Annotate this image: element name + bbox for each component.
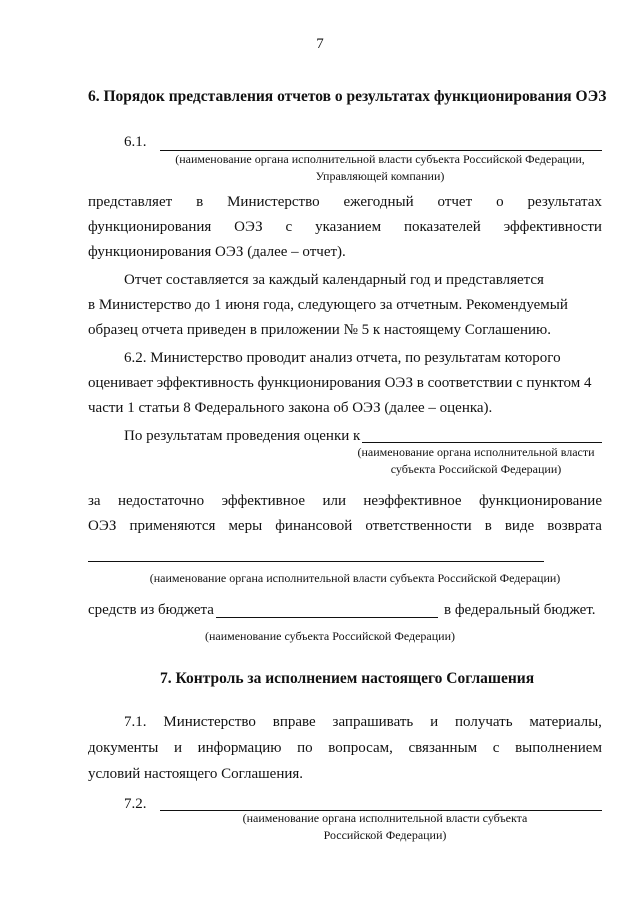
word: применяются	[129, 518, 216, 534]
caption-evaluation-line2: субъекта Российской Федерации)	[390, 462, 562, 476]
word: с	[492, 740, 500, 756]
word: вправе	[272, 714, 316, 730]
caption-evaluation	[340, 444, 612, 478]
word: возврата	[547, 518, 602, 534]
word: информацию	[197, 740, 282, 756]
word: ответственности	[365, 518, 472, 534]
text-line-functioning	[88, 219, 602, 236]
word: эффективное	[221, 493, 306, 509]
word: недостаточно	[117, 493, 205, 509]
blank-line-responsibility	[88, 561, 544, 562]
word: финансовой	[275, 518, 353, 534]
word: вопросам,	[328, 740, 393, 756]
word: или	[322, 493, 346, 509]
report-paragraph-line3: образец отчета приведен в приложении № 5 к настоящему Соглашению.	[88, 322, 551, 338]
word: в	[484, 518, 492, 534]
report-paragraph-line2: в Министерство до 1 июня года, следующего за отчетным. Рекомендуемый	[88, 297, 568, 313]
word: отчет	[437, 194, 473, 210]
clause-7-2-number: 7.2.	[124, 796, 147, 812]
text-line-report-def: функционирования ОЭЗ (далее – отчет).	[88, 244, 346, 260]
word: в	[196, 194, 204, 210]
word: виде	[504, 518, 535, 534]
word: материалы,	[529, 714, 602, 730]
word: с	[285, 219, 293, 235]
word: о	[496, 194, 504, 210]
text-line-presents	[88, 194, 602, 211]
word: указанием	[315, 219, 382, 235]
clause-7-1-line2	[88, 740, 602, 757]
word: запрашивать	[332, 714, 414, 730]
section-6-heading: 6. Порядок представления отчетов о результатах функционирования ОЭЗ	[88, 88, 607, 105]
budget-lead: средств из бюджета	[88, 602, 214, 618]
word: документы	[88, 740, 159, 756]
caption-6-1-line1: (наименование органа исполнительной власти субъекта Российской Федерации,	[175, 152, 585, 166]
word: эффективности	[503, 219, 602, 235]
caption-7-2-line1: (наименование органа исполнительной власти субъекта	[242, 811, 528, 825]
blank-line-evaluation	[362, 442, 602, 443]
caption-6-1-line2: Управляющей компании)	[315, 169, 445, 183]
word: результатах	[527, 194, 602, 210]
word: получать	[455, 714, 513, 730]
word: 7.1.	[124, 714, 147, 730]
caption-6-1	[130, 151, 630, 185]
caption-7-2-line2: Российской Федерации)	[323, 828, 447, 842]
text-line-insufficient	[88, 493, 602, 510]
caption-responsibility: (наименование органа исполнительной власти субъекта Российской Федерации)	[149, 571, 561, 585]
blank-line-budget	[216, 617, 438, 618]
caption-budget: (наименование субъекта Российской Федерации)	[204, 629, 456, 643]
word: неэффективное	[363, 493, 462, 509]
budget-tail: в федеральный бюджет.	[444, 602, 596, 618]
clause-7-1-line3: условий настоящего Соглашения.	[88, 766, 304, 782]
word: меры	[228, 518, 263, 534]
word: ОЭЗ	[88, 518, 117, 534]
word: функционирование	[478, 493, 602, 509]
word: и	[430, 714, 439, 730]
section-7-heading: 7. Контроль за исполнением настоящего Соглашения	[160, 670, 535, 687]
word: представляет	[88, 194, 173, 210]
clause-6-2-line3: части 1 статьи 8 Федерального закона об ОЭЗ (далее – оценка).	[88, 400, 493, 416]
word: функционирования	[88, 219, 212, 235]
caption-evaluation-line1: (наименование органа исполнительной власти	[357, 445, 595, 459]
report-paragraph-line1: Отчет составляется за каждый календарный год и представляется	[124, 272, 544, 288]
word: Министерство	[163, 714, 256, 730]
clause-6-2-line2: оценивает эффективность функционирования ОЭЗ в соответствии с пунктом 4	[88, 375, 592, 391]
clause-6-1-number: 6.1.	[124, 134, 147, 150]
page-number: 7	[316, 36, 324, 52]
word: связанным	[408, 740, 478, 756]
word: выполнением	[515, 740, 602, 756]
clause-6-2-line1: 6.2. Министерство проводит анализ отчета, по результатам которого	[124, 350, 561, 366]
clause-7-1-line1	[124, 714, 602, 731]
text-line-measures	[88, 518, 602, 535]
word: за	[88, 493, 101, 509]
evaluation-lead: По результатам проведения оценки к	[124, 428, 361, 444]
word: Министерство	[227, 194, 320, 210]
word: ежегодный	[343, 194, 414, 210]
word: по	[297, 740, 313, 756]
word: показателей	[403, 219, 481, 235]
caption-7-2	[180, 810, 590, 844]
word: ОЭЗ	[234, 219, 263, 235]
word: и	[173, 740, 182, 756]
